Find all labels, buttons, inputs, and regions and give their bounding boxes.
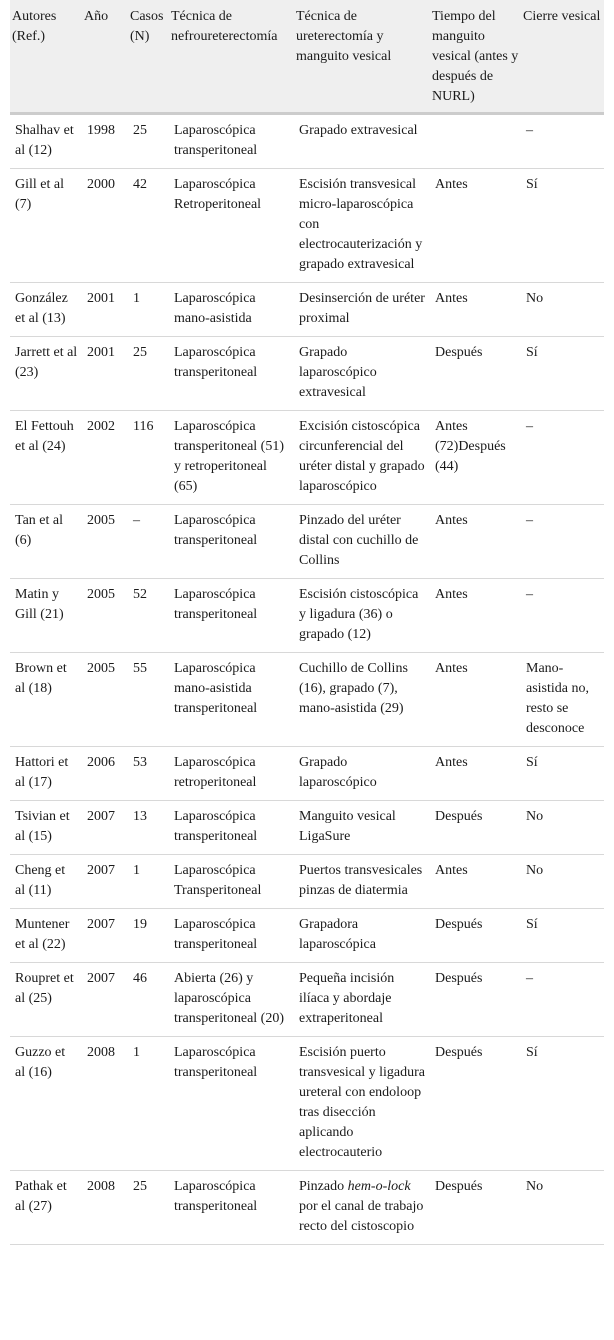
cell-tecnica-uretero: Excisión cistoscópica circunferencial del uréter distal y grapado laparoscópico — [294, 411, 430, 505]
cell-cierre: Mano-asistida no, resto se desconoce — [521, 653, 604, 747]
table-row — [10, 963, 604, 1037]
table-row — [10, 801, 604, 855]
cell-casos: 53 — [128, 747, 169, 801]
cell-tiempo: Después — [430, 337, 521, 411]
cell-tecnica-nefro: Laparoscópica retroperitoneal — [169, 747, 294, 801]
cell-ano: 2007 — [82, 963, 128, 1037]
cell-tiempo: Antes — [430, 747, 521, 801]
cell-tecnica-uretero: Pinzado hem-o-lock por el canal de trabajo recto del cistoscopio — [294, 1171, 430, 1245]
cell-tiempo: Antes — [430, 505, 521, 579]
cell-tecnica-nefro: Laparoscópica Retroperitoneal — [169, 169, 294, 283]
header-tecnica-nefro: Técnica de nefroureterectomía — [169, 0, 294, 114]
cell-tecnica-uretero: Desinserción de uréter proximal — [294, 283, 430, 337]
cell-ano: 1998 — [82, 114, 128, 169]
table-header — [10, 0, 604, 114]
cell-casos: 13 — [128, 801, 169, 855]
cell-autores: Matin y Gill (21) — [10, 579, 82, 653]
cell-tecnica-nefro: Laparoscópica transperitoneal — [169, 909, 294, 963]
cell-tiempo — [430, 114, 521, 169]
cell-tecnica-uretero: Grapadora laparoscópica — [294, 909, 430, 963]
cell-tecnica-uretero: Escisión transvesical micro-laparoscópica con electrocauterización y grapado extravesical — [294, 169, 430, 283]
cell-autores: Pathak et al (27) — [10, 1171, 82, 1245]
cell-tecnica-nefro: Laparoscópica transperitoneal — [169, 1037, 294, 1171]
cell-casos: 25 — [128, 1171, 169, 1245]
cell-autores: González et al (13) — [10, 283, 82, 337]
cell-tecnica-nefro: Laparoscópica Transperitoneal — [169, 855, 294, 909]
cell-ano: 2001 — [82, 283, 128, 337]
cell-casos: 1 — [128, 283, 169, 337]
cell-cierre: No — [521, 855, 604, 909]
cell-tiempo: Antes — [430, 283, 521, 337]
table-row — [10, 169, 604, 283]
cell-tecnica-uretero: Grapado laparoscópico — [294, 747, 430, 801]
cell-tecnica-uretero: Grapado extravesical — [294, 114, 430, 169]
cell-cierre: – — [521, 114, 604, 169]
cell-cierre: Sí — [521, 909, 604, 963]
cell-casos: 52 — [128, 579, 169, 653]
cell-ano: 2007 — [82, 855, 128, 909]
cell-cierre: No — [521, 1171, 604, 1245]
cell-autores: Muntener et al (22) — [10, 909, 82, 963]
table-row — [10, 114, 604, 169]
header-autores: Autores (Ref.) — [10, 0, 82, 114]
studies-table — [10, 0, 604, 1245]
table-row — [10, 909, 604, 963]
cell-tecnica-nefro: Laparoscópica transperitoneal (51) y retroperitoneal (65) — [169, 411, 294, 505]
header-cierre-vesical: Cierre vesical — [521, 0, 604, 114]
cell-cierre: – — [521, 411, 604, 505]
cell-cierre: Sí — [521, 337, 604, 411]
cell-cierre: Sí — [521, 747, 604, 801]
cell-tecnica-nefro: Laparoscópica transperitoneal — [169, 801, 294, 855]
cell-cierre: – — [521, 579, 604, 653]
cell-ano: 2006 — [82, 747, 128, 801]
cell-ano: 2000 — [82, 169, 128, 283]
cell-autores: El Fettouh et al (24) — [10, 411, 82, 505]
cell-casos: 19 — [128, 909, 169, 963]
cell-casos: 25 — [128, 337, 169, 411]
cell-ano: 2008 — [82, 1037, 128, 1171]
cell-tecnica-nefro: Abierta (26) y laparoscópica transperitoneal (20) — [169, 963, 294, 1037]
cell-casos: 55 — [128, 653, 169, 747]
table-row — [10, 283, 604, 337]
cell-tiempo: Antes (72)Después (44) — [430, 411, 521, 505]
header-row — [10, 0, 604, 114]
cell-autores: Hattori et al (17) — [10, 747, 82, 801]
cell-tecnica-nefro: Laparoscópica transperitoneal — [169, 337, 294, 411]
cell-tecnica-nefro: Laparoscópica mano-asistida transperitoneal — [169, 653, 294, 747]
cell-tecnica-nefro: Laparoscópica transperitoneal — [169, 114, 294, 169]
cell-tecnica-nefro: Laparoscópica mano-asistida — [169, 283, 294, 337]
cell-tecnica-uretero: Pinzado del uréter distal con cuchillo de Collins — [294, 505, 430, 579]
cell-autores: Tsivian et al (15) — [10, 801, 82, 855]
cell-ano: 2008 — [82, 1171, 128, 1245]
table-row — [10, 505, 604, 579]
cell-autores: Tan et al (6) — [10, 505, 82, 579]
table-row — [10, 747, 604, 801]
cell-autores: Jarrett et al (23) — [10, 337, 82, 411]
cell-tecnica-nefro: Laparoscópica transperitoneal — [169, 1171, 294, 1245]
cell-ano: 2005 — [82, 579, 128, 653]
cell-tecnica-nefro: Laparoscópica transperitoneal — [169, 505, 294, 579]
table-row — [10, 855, 604, 909]
cell-tecnica-uretero: Escisión cistoscópica y ligadura (36) o grapado (12) — [294, 579, 430, 653]
cell-tiempo: Después — [430, 801, 521, 855]
cell-casos: 116 — [128, 411, 169, 505]
table-body — [10, 114, 604, 1245]
cell-casos: 1 — [128, 1037, 169, 1171]
header-tiempo-manguito: Tiempo del manguito vesical (antes y después de NURL) — [430, 0, 521, 114]
cell-casos: 46 — [128, 963, 169, 1037]
cell-tiempo: Antes — [430, 653, 521, 747]
table-row — [10, 1171, 604, 1245]
cell-autores: Cheng et al (11) — [10, 855, 82, 909]
cell-cierre: Sí — [521, 169, 604, 283]
cell-autores: Guzzo et al (16) — [10, 1037, 82, 1171]
cell-cierre: – — [521, 963, 604, 1037]
cell-ano: 2005 — [82, 653, 128, 747]
cell-ano: 2005 — [82, 505, 128, 579]
cell-ano: 2002 — [82, 411, 128, 505]
table-row — [10, 1037, 604, 1171]
cell-tiempo: Después — [430, 1171, 521, 1245]
table-row — [10, 337, 604, 411]
header-ano: Año — [82, 0, 128, 114]
cell-casos: – — [128, 505, 169, 579]
header-tecnica-uretero: Técnica de ureterectomía y manguito vesical — [294, 0, 430, 114]
cell-tecnica-uretero: Manguito vesical LigaSure — [294, 801, 430, 855]
cell-tiempo: Después — [430, 963, 521, 1037]
cell-cierre: – — [521, 505, 604, 579]
cell-tiempo: Antes — [430, 579, 521, 653]
cell-tiempo: Antes — [430, 855, 521, 909]
cell-casos: 42 — [128, 169, 169, 283]
cell-tecnica-uretero: Escisión puerto transvesical y ligadura ureteral con endoloop tras disección aplicando electrocauterio — [294, 1037, 430, 1171]
cell-tiempo: Antes — [430, 169, 521, 283]
cell-tiempo: Después — [430, 909, 521, 963]
cell-autores: Brown et al (18) — [10, 653, 82, 747]
italic-term: hem-o-lock — [347, 1179, 411, 1194]
cell-autores: Shalhav et al (12) — [10, 114, 82, 169]
cell-ano: 2001 — [82, 337, 128, 411]
cell-tecnica-uretero: Cuchillo de Collins (16), grapado (7), mano-asistida (29) — [294, 653, 430, 747]
cell-tiempo: Después — [430, 1037, 521, 1171]
cell-tecnica-uretero: Puertos transvesicales pinzas de diatermia — [294, 855, 430, 909]
cell-tecnica-uretero: Grapado laparoscópico extravesical — [294, 337, 430, 411]
cell-casos: 25 — [128, 114, 169, 169]
cell-autores: Roupret et al (25) — [10, 963, 82, 1037]
cell-cierre: Sí — [521, 1037, 604, 1171]
cell-casos: 1 — [128, 855, 169, 909]
table-row — [10, 653, 604, 747]
cell-autores: Gill et al (7) — [10, 169, 82, 283]
table-row — [10, 411, 604, 505]
cell-ano: 2007 — [82, 801, 128, 855]
cell-tecnica-uretero: Pequeña incisión ilíaca y abordaje extraperitoneal — [294, 963, 430, 1037]
cell-ano: 2007 — [82, 909, 128, 963]
cell-cierre: No — [521, 283, 604, 337]
header-casos: Casos (N) — [128, 0, 169, 114]
table-row — [10, 579, 604, 653]
cell-cierre: No — [521, 801, 604, 855]
cell-tecnica-nefro: Laparoscópica transperitoneal — [169, 579, 294, 653]
